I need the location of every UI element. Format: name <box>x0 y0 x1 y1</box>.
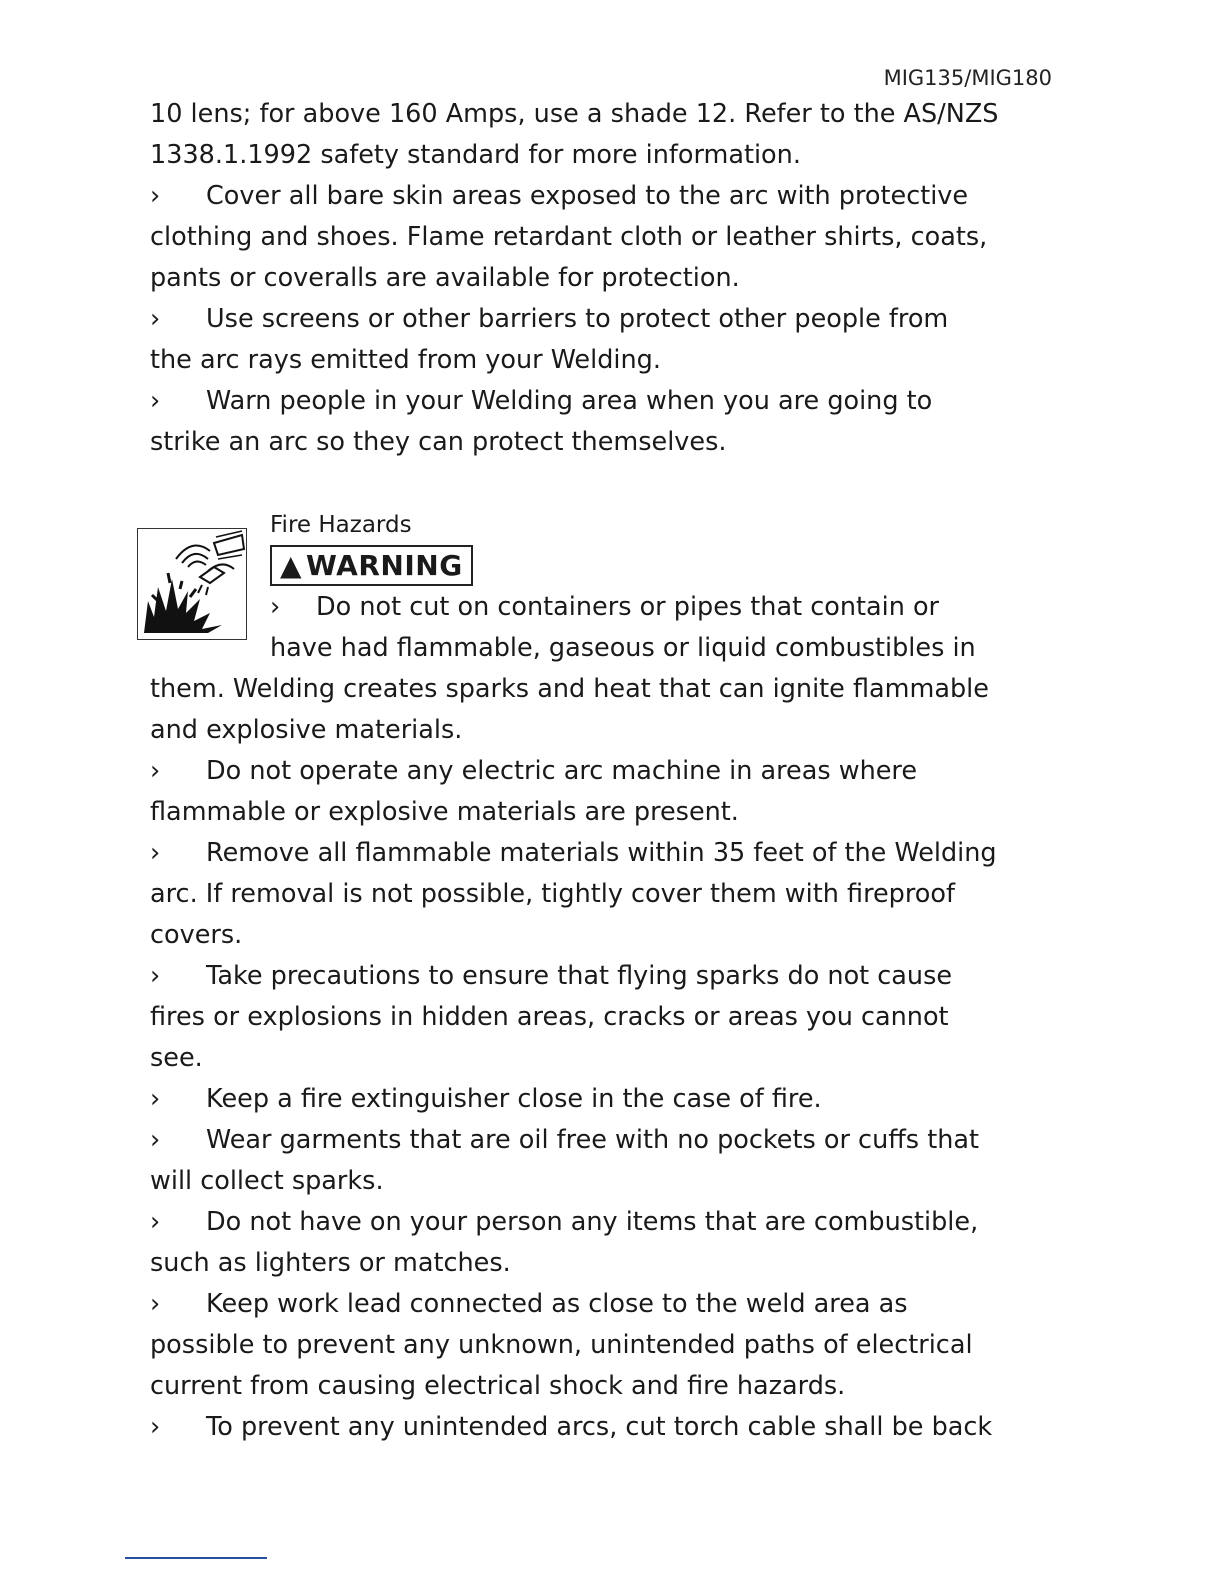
list-item-text: them. Welding creates sparks and heat that can ignite flammable <box>150 674 989 704</box>
list-item-text: Use screens or other barriers to protect other people from <box>206 304 949 334</box>
list-item-text: Do not have on your person any items that are combustible, <box>206 1207 979 1237</box>
section-fire-hazards <box>150 505 1070 1448</box>
section-arc-protection <box>150 94 1070 463</box>
list-item <box>150 751 1070 833</box>
intro-line: 10 lens; for above 160 Amps, use a shade 12. Refer to the AS/NZS <box>150 99 999 129</box>
list-item-text: Keep work lead connected as close to the weld area as <box>206 1289 908 1319</box>
list-item <box>150 1407 1070 1448</box>
list-item-text: pants or coveralls are available for protection. <box>150 263 740 293</box>
page-header-model: MIG135/MIG180 <box>883 66 1052 90</box>
list-item-text: Take precautions to ensure that flying sparks do not cause <box>206 961 953 991</box>
list-item <box>150 833 1070 956</box>
list-item-text: see. <box>150 1043 203 1073</box>
list-item <box>150 299 1070 381</box>
bullet-marker: › <box>150 1125 161 1155</box>
list-item-text: Remove all flammable materials within 35 feet of the Welding <box>206 838 997 868</box>
fire-hazards-header-block <box>150 505 1070 669</box>
list-item-text: fires or explosions in hidden areas, cracks or areas you cannot <box>150 1002 949 1032</box>
list-item-text: Do not cut on containers or pipes that contain or <box>316 592 940 622</box>
bullet-marker: › <box>150 1412 161 1442</box>
list-item <box>150 956 1070 1079</box>
list-item-text: current from causing electrical shock and fire hazards. <box>150 1371 846 1401</box>
list-item-text: such as lighters or matches. <box>150 1248 511 1278</box>
list-item <box>150 1120 1070 1202</box>
bullet-list <box>150 751 1070 1448</box>
list-item-text: Do not operate any electric arc machine in areas where <box>206 756 918 786</box>
footnote-divider <box>125 1557 267 1559</box>
bullet-marker: › <box>150 961 161 991</box>
list-item <box>150 1202 1070 1284</box>
list-item-text: arc. If removal is not possible, tightly cover them with fireproof <box>150 879 955 909</box>
list-item-text: Cover all bare skin areas exposed to the arc with protective <box>206 181 969 211</box>
bullet-marker: › <box>150 1207 161 1237</box>
list-item-text: Warn people in your Welding area when you are going to <box>206 386 933 416</box>
list-item-text: covers. <box>150 920 243 950</box>
fire-explosion-icon <box>137 528 247 640</box>
bullet-marker: › <box>270 592 281 622</box>
list-item-text: have had flammable, gaseous or liquid combustibles in <box>270 633 976 663</box>
list-item-text: the arc rays emitted from your Welding. <box>150 345 661 375</box>
bullet-marker: › <box>150 1289 161 1319</box>
list-item <box>150 1079 1070 1120</box>
intro-line: 1338.1.1992 safety standard for more information. <box>150 140 801 170</box>
list-item-text: strike an arc so they can protect themselves. <box>150 427 727 457</box>
bullet-marker: › <box>150 1084 161 1114</box>
list-item <box>150 1284 1070 1407</box>
list-item <box>150 176 1070 299</box>
bullet-marker: › <box>150 304 161 334</box>
list-item-text: and explosive materials. <box>150 715 463 745</box>
bullet-list <box>150 176 1070 463</box>
list-item-text: will collect sparks. <box>150 1166 384 1196</box>
bullet-marker: › <box>150 756 161 786</box>
list-item-text: Wear garments that are oil free with no pockets or cuffs that <box>206 1125 979 1155</box>
list-item <box>270 587 1070 669</box>
bullet-marker: › <box>150 838 161 868</box>
list-item <box>150 381 1070 463</box>
bullet-marker: › <box>150 181 161 211</box>
list-item-text: clothing and shoes. Flame retardant cloth or leather shirts, coats, <box>150 222 988 252</box>
warning-triangle-icon: ▲ <box>280 549 303 582</box>
warning-badge <box>270 545 473 586</box>
section-title: Fire Hazards <box>270 512 412 538</box>
list-item-text: flammable or explosive materials are present. <box>150 797 739 827</box>
bullet-marker: › <box>150 386 161 416</box>
list-item-text: Keep a fire extinguisher close in the case of fire. <box>206 1084 822 1114</box>
list-item-text: To prevent any unintended arcs, cut torch cable shall be back <box>206 1412 993 1442</box>
list-item-text: possible to prevent any unknown, unintended paths of electrical <box>150 1330 973 1360</box>
warning-label: WARNING <box>306 549 463 582</box>
